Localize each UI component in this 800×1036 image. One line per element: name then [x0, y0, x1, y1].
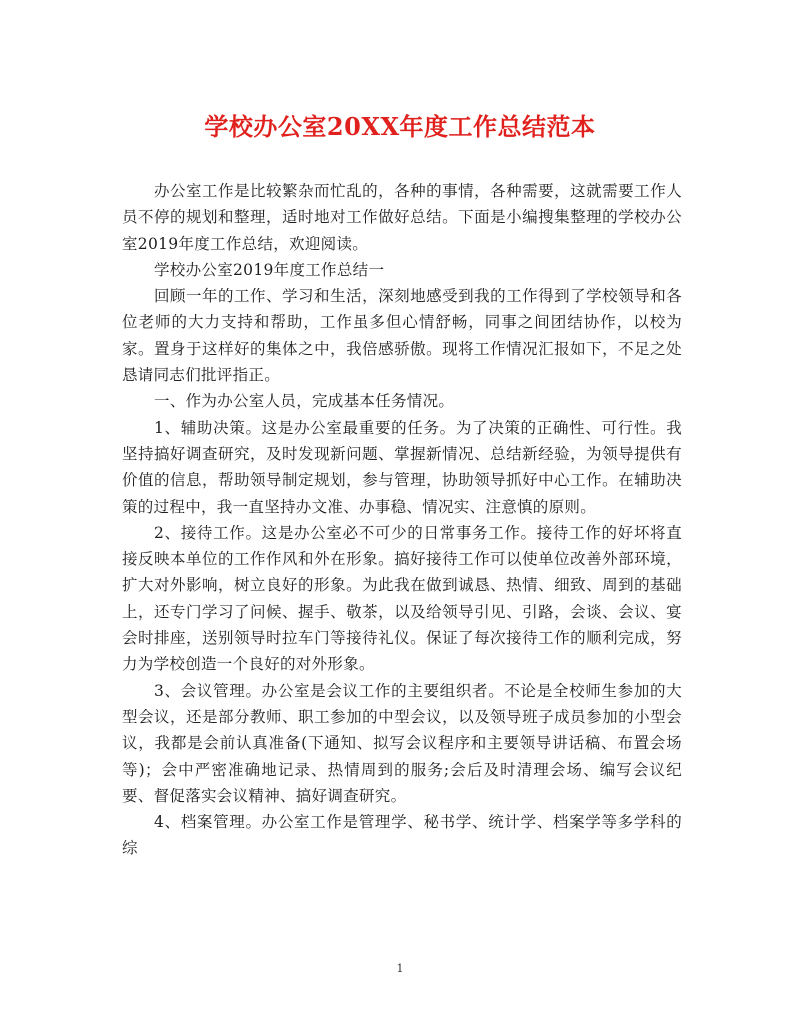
paragraph-item-1: 1、辅助决策。这是办公室最重要的任务。为了决策的正确性、可行性。我坚持搞好调查研究，及时发现新问题、掌握新情况、总结新经验，为领导提供有价值的信息，帮助领导制定规划，参与管理，协助领导抓好中心工作。在辅助决策的过程中，我一直坚持办文准、办事稳、情况实、注意慎的原则。	[122, 418, 682, 516]
page-number: 1	[396, 962, 404, 975]
paragraph-item-3: 3、会议管理。办公室是会议工作的主要组织者。不论是全校师生参加的大型会议，还是部分教师、职工参加的中型会议，以及领导班子成员参加的小型会议，我都是会前认真准备(下通知、拟写会议程序和主要领导讲话稿、布置会场等)；会中严密准确地记录、热情周到的服务;会后及时清理会场、编写会议纪要、督促落实会议精神、搞好调查研究。	[122, 681, 682, 805]
paragraph-item-4: 4、档案管理。办公室工作是管理学、秘书学、统计学、档案学等多学科的综	[122, 813, 682, 858]
paragraph-review: 回顾一年的工作、学习和生活，深刻地感受到我的工作得到了学校领导和各位老师的大力支持和帮助，工作虽多但心情舒畅，同事之间团结协作，以校为家。置身于这样好的集体之中，我倍感骄傲。现将工作情况汇报如下，不足之处恳请同志们批评指正。	[122, 287, 682, 385]
section-heading: 一、作为办公室人员，完成基本任务情况。	[154, 392, 455, 411]
document-body	[122, 178, 682, 862]
paragraph-item-2: 2、接待工作。这是办公室必不可少的日常事务工作。接待工作的好坏将直接反映本单位的工作作风和外在形象。搞好接待工作可以使单位改善外部环境，扩大对外影响，树立良好的形象。为此我在做到诚恳、热情、细致、周到的基础上，还专门学习了问候、握手、敬茶，以及给领导引见、引路，会谈、会议、宴会时排座，送别领导时拉车门等接待礼仪。保证了每次接待工作的顺利完成，努力为学校创造一个良好的对外形象。	[122, 523, 682, 674]
paragraph-subtitle: 学校办公室2019年度工作总结一	[154, 260, 385, 279]
document-title: 学校办公室20XX年度工作总结范本	[204, 112, 596, 141]
paragraph-intro: 办公室工作是比较繁杂而忙乱的，各种的事情，各种需要，这就需要工作人员不停的规划和整理，适时地对工作做好总结。下面是小编搜集整理的学校办公室2019年度工作总结，欢迎阅读。	[122, 182, 682, 253]
